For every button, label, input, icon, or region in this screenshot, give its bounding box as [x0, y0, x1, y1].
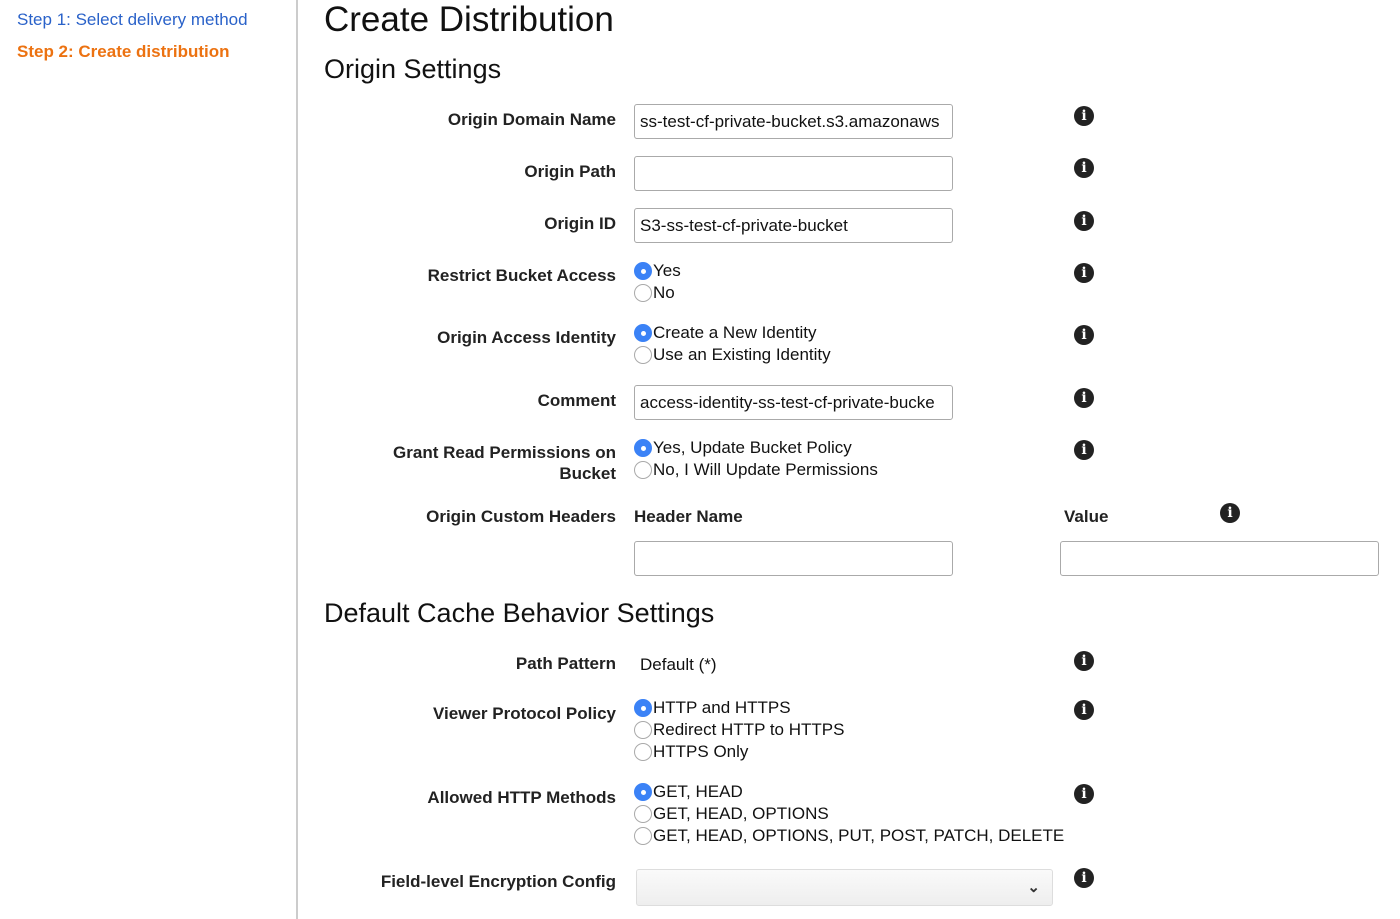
- restrict-no-radio[interactable]: [634, 282, 675, 304]
- origin-path-label: Origin Path: [524, 162, 616, 181]
- radio-label: Create a New Identity: [653, 323, 817, 342]
- grant-label-line2: Bucket: [559, 464, 616, 483]
- header-value-input[interactable]: [1060, 541, 1379, 576]
- radio-label: GET, HEAD, OPTIONS, PUT, POST, PATCH, DELETE: [653, 826, 1065, 845]
- methods-all-radio[interactable]: [634, 825, 1064, 847]
- viewer-protocol-label: Viewer Protocol Policy: [433, 704, 616, 723]
- radio-checked[interactable]: [634, 324, 652, 342]
- info-icon[interactable]: i: [1074, 651, 1094, 671]
- custom-headers-label: Origin Custom Headers: [426, 507, 616, 526]
- radio-unchecked[interactable]: [634, 721, 652, 739]
- radio-label: No, I Will Update Permissions: [653, 460, 878, 479]
- radio-label: GET, HEAD, OPTIONS: [653, 804, 829, 823]
- methods-options-radio[interactable]: [634, 803, 829, 825]
- origin-id-input[interactable]: [634, 208, 953, 243]
- info-icon[interactable]: i: [1220, 503, 1240, 523]
- step-2-current: Step 2: Create distribution: [17, 42, 230, 61]
- sidebar: [0, 0, 298, 919]
- info-icon[interactable]: i: [1074, 868, 1094, 888]
- vpp-https-only-radio[interactable]: [634, 741, 748, 763]
- page-title: Create Distribution: [324, 0, 614, 39]
- radio-unchecked[interactable]: [634, 284, 652, 302]
- vpp-redirect-radio[interactable]: [634, 719, 844, 741]
- path-pattern-label: Path Pattern: [515, 654, 616, 673]
- restrict-bucket-label: Restrict Bucket Access: [427, 266, 616, 285]
- value-column: Value: [1064, 507, 1109, 526]
- vpp-http-https-radio[interactable]: [634, 697, 791, 719]
- oai-create-radio[interactable]: [634, 322, 816, 344]
- radio-label: HTTP and HTTPS: [653, 698, 791, 717]
- info-icon[interactable]: i: [1074, 388, 1094, 408]
- info-icon[interactable]: i: [1074, 158, 1094, 178]
- radio-label: Yes: [653, 261, 681, 280]
- info-icon[interactable]: i: [1074, 106, 1094, 126]
- radio-checked[interactable]: [634, 699, 652, 717]
- oai-existing-radio[interactable]: [634, 344, 831, 366]
- origin-id-label: Origin ID: [544, 214, 616, 233]
- grant-yes-radio[interactable]: [634, 437, 852, 459]
- radio-unchecked[interactable]: [634, 346, 652, 364]
- radio-label: Redirect HTTP to HTTPS: [653, 720, 845, 739]
- grant-label-line1: Grant Read Permissions on: [393, 443, 616, 462]
- info-icon[interactable]: i: [1074, 440, 1094, 460]
- radio-label: HTTPS Only: [653, 742, 749, 761]
- radio-label: No: [653, 283, 675, 302]
- chevron-down-icon: ⌄: [1027, 879, 1040, 896]
- radio-label: GET, HEAD: [653, 782, 743, 801]
- fle-config-label: Field-level Encryption Config: [380, 872, 616, 891]
- step-1-link[interactable]: Step 1: Select delivery method: [17, 10, 248, 29]
- radio-label: Yes, Update Bucket Policy: [653, 438, 852, 457]
- info-icon[interactable]: i: [1074, 263, 1094, 283]
- grant-read-label: [393, 442, 616, 484]
- radio-checked[interactable]: [634, 262, 652, 280]
- radio-checked[interactable]: [634, 439, 652, 457]
- radio-unchecked[interactable]: [634, 805, 652, 823]
- radio-unchecked[interactable]: [634, 743, 652, 761]
- info-icon[interactable]: i: [1074, 784, 1094, 804]
- info-icon[interactable]: i: [1074, 325, 1094, 345]
- cache-settings-heading: Default Cache Behavior Settings: [324, 598, 715, 628]
- radio-unchecked[interactable]: [634, 827, 652, 845]
- origin-domain-label: Origin Domain Name: [447, 110, 616, 129]
- origin-settings-heading: Origin Settings: [324, 54, 502, 84]
- radio-label: Use an Existing Identity: [653, 345, 831, 364]
- methods-get-head-radio[interactable]: [634, 781, 743, 803]
- fle-config-select[interactable]: [636, 869, 1053, 906]
- origin-path-input[interactable]: [634, 156, 953, 191]
- allowed-methods-label: Allowed HTTP Methods: [427, 788, 616, 807]
- comment-label: Comment: [537, 391, 616, 410]
- radio-unchecked[interactable]: [634, 461, 652, 479]
- oai-label: Origin Access Identity: [437, 328, 616, 347]
- comment-input[interactable]: [634, 385, 953, 420]
- header-name-input[interactable]: [634, 541, 953, 576]
- info-icon[interactable]: i: [1074, 211, 1094, 231]
- header-name-column: Header Name: [634, 507, 743, 526]
- info-icon[interactable]: i: [1074, 700, 1094, 720]
- origin-domain-input[interactable]: [634, 104, 953, 139]
- restrict-yes-radio[interactable]: [634, 260, 681, 282]
- grant-no-radio[interactable]: [634, 459, 878, 481]
- radio-checked[interactable]: [634, 783, 652, 801]
- path-pattern-value: Default (*): [640, 655, 717, 674]
